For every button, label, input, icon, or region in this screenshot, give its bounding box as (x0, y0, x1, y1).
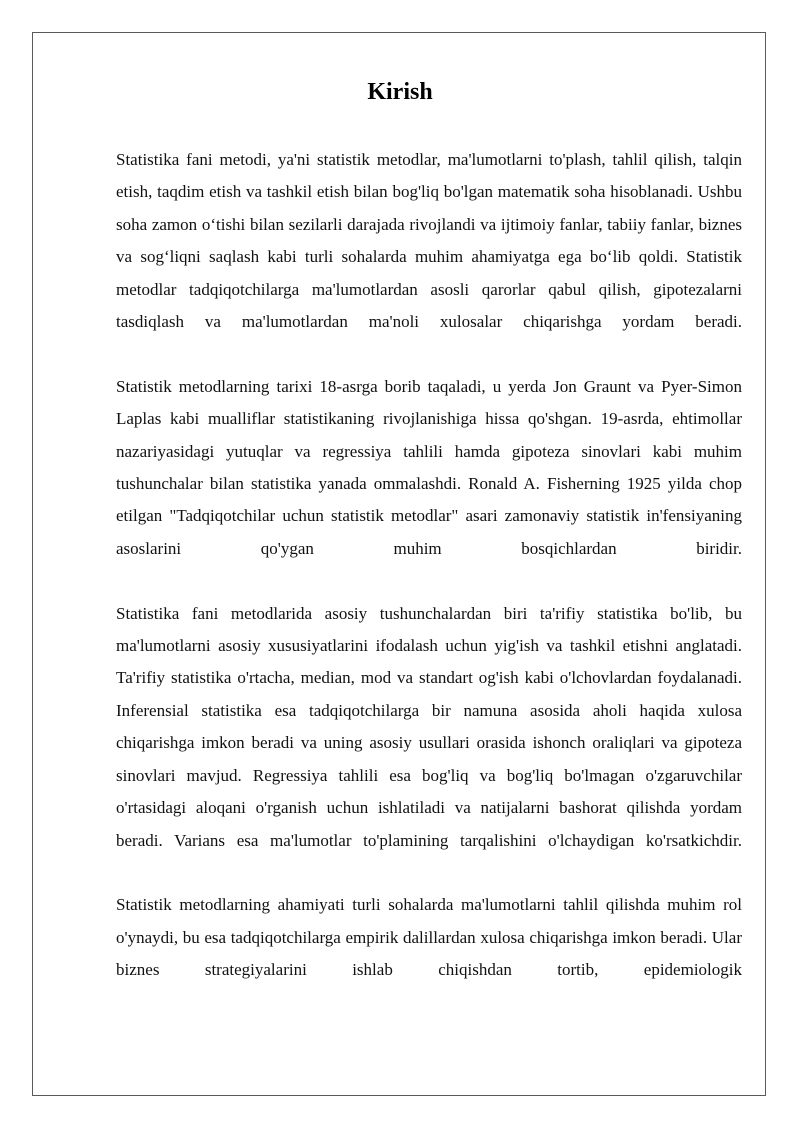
paragraph-1: Statistika fani metodi, ya'ni statistik metodlar, ma'lumotlarni to'plash, tahlil qilish, talqin etish, taqdim etish va tashkil etish bilan bog'liq bo'lgan matematik soha hisoblanadi. Ushbu soha zamon oʻtishi bilan sezilarli darajada rivojlandi va ijtimoiy fanlar, tabiiy fanlar, biznes va sogʻliqni saqlash kabi turli sohalarda muhim ahamiyatga ega boʻlib qoldi. Statistik metodlar tadqiqotchilarga ma'lumotlardan asosli qarorlar qabul qilish, gipotezalarni tasdiqlash va ma'lumotlardan ma'noli xulosalar chiqarishga yordam beradi. (116, 150, 742, 332)
paragraph-4: Statistik metodlarning ahamiyati turli sohalarda ma'lumotlarni tahlil qilishda muhim rol o'ynaydi, bu esa tadqiqotchilarga empirik dalillardan xulosa chiqarishga imkon beradi. Ular biznes strategiyalarini ishlab chiqishdan tortib, epidemiologik (116, 895, 742, 980)
document-title: Kirish (367, 79, 433, 105)
paragraph-2: Statistik metodlarning tarixi 18-asrga borib taqaladi, u yerda Jon Graunt va Pyer-Simon Laplas kabi mualliflar statistikaning rivojlanishiga hissa qo'shgan. 19-asrda, ehtimollar nazariyasidagi yutuqlar va regressiya tahlili hamda gipoteza sinovlari kabi muhim tushunchalar bilan statistika yanada ommalashdi. Ronald A. Fisherning 1925 yilda chop etilgan "Tadqiqotchilar uchun statistik metodlar" asari zamonaviy statistik in'fensiyaning asoslarini qo'ygan muhim bosqichlardan biridir. (116, 376, 742, 558)
paragraph-3: Statistika fani metodlarida asosiy tushunchalardan biri ta'rifiy statistika bo'lib, bu ma'lumotlarni asosiy xususiyatlarini ifodalash uchun yig'ish va tashkil etishni anglatadi. Ta'rifiy statistika o'rtacha, median, mod va standart og'ish kabi o'lchovlardan foydalanadi. Inferensial statistika esa tadqiqotchilarga bir namuna asosida aholi haqida xulosa chiqarishga imkon beradi va uning asosiy usullari orasida ishonch oraliqlari va gipoteza sinovlari mavjud. Regressiya tahlili esa bog'liq va bog'liq bo'lmagan o'zgaruvchilar o'rtasidagi aloqani o'rganish uchun ishlatiladi va natijalarni bashorat qilishda yordam beradi. Varians esa ma'lumotlar to'plamining tarqalishini o'lchaydigan ko'rsatkichdir. (116, 603, 742, 850)
document-body (116, 144, 742, 1019)
